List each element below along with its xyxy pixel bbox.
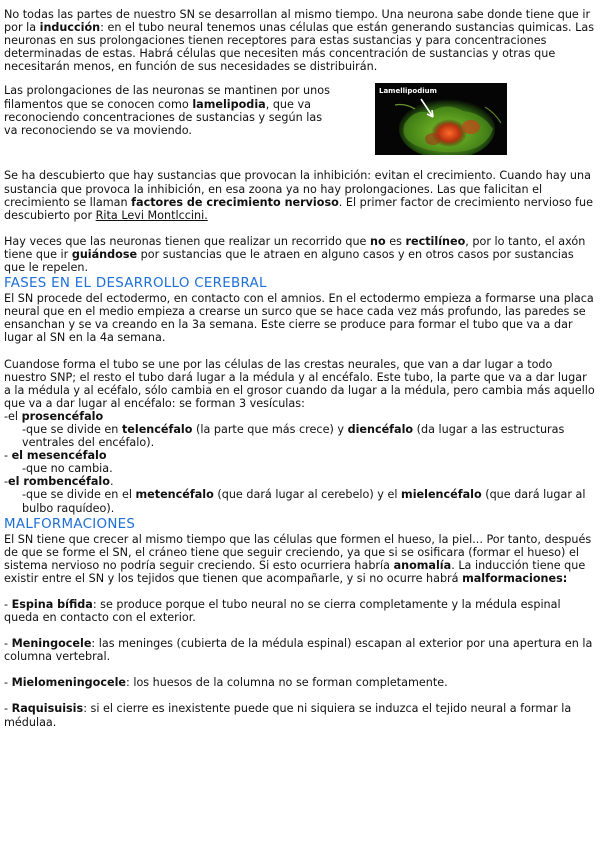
intro-paragraph: No todas las partes de nuestro SN se desarrollan al mismo tiempo. Una neurona sabe donde tiene que ir por la inducción: en el tubo neural tenemos unas células que están generando sustancias quimicas. Las neuronas en sus prolongaciones tienen receptores para estas sustancias y para concentraciones determinadas de estas. Habrá células que necesiten más concentración de sustancias y otras que necesitarán menos, en función de sus necesidades se distribuirán. — [4, 8, 595, 74]
vesicle-rombencefalo: -el rombencéfalo. — [4, 475, 114, 489]
fases-paragraph-1: El SN procede del ectodermo, en contacto con el amnios. En el ectodermo empieza a formarse una placa neural que en el medio empieza a crearse un surco que se hace cada vez más profundo, las paredes se ensanchan y se va creando en la 3a semana. Este cierre se produce para formar el tubo que va a dar lugar al SN en la 4a semana. — [4, 292, 594, 345]
fases-paragraph-2: Cuandose forma el tubo se une por las células de las crestas neurales, que van a dar lugar a todo nuestro SNP; el resto el tubo dará lugar a la médula y al encéfalo. Este tubo, la parte que va a dar lugar a la médula y al ecéfalo, sólo cambia en el grosor cuando da lugar a la médula, pero cambia más aquello que va a dar lugar al encéfalo: se forman 3 vesículas: — [4, 357, 595, 410]
micrograph-label: Lamellipodium — [379, 87, 437, 96]
lamelipodia-block — [4, 84, 596, 156]
vesicle-prosencefalo: -el prosencéfalo — [4, 409, 104, 423]
list-item: - Meningocele: las meninges (cubierta de la médula espinal) escapan al exterior por una apertura en la columna vertebral. — [4, 637, 593, 664]
vesicle-prosencefalo-detail: -que se divide en telencéfalo (la parte que más crece) y diencéfalo (da lugar a las estructuras ventrales del encéfalo). — [22, 422, 565, 450]
vesicle-mesencefalo: - el mesencéfalo — [4, 449, 107, 463]
inhibition-paragraph: Se ha descubierto que hay sustancias que provocan la inhibición: evitan el crecimiento. Cuando hay una sustancia que provoca la inhibición, en esa zoona ya no hay prolongaciones. Las que falicitan el crecimiento se llaman factores de crecimiento nervioso. El primer factor de crecimiento nervioso fue descubierto por Rita Levi Montlccini. — [4, 169, 593, 222]
lamellipodium-micrograph — [375, 83, 507, 155]
vesicle-mesencefalo-detail: -que no cambia. — [22, 462, 113, 476]
section-heading-fases: FASES EN EL DESARROLLO CEREBRAL — [4, 276, 267, 292]
rita-levi-link[interactable]: Rita Levi Montlccini. — [95, 208, 208, 222]
list-item: - Espina bífida: se produce porque el tubo neural no se cierra completamente y la médula espinal queda en contacto con el exterior. — [4, 598, 561, 625]
vesicle-rombencefalo-detail: -que se divide en el metencéfalo (que dará lugar al cerebelo) y el mielencéfalo (que dará lugar al bulbo raquídeo). — [22, 488, 586, 515]
lamelipodia-paragraph: Las prolongaciones de las neuronas se mantinen por unos filamentos que se conocen como lamelipodia, que va reconociendo concentraciones de sustancias y según las va reconociendo se va moviendo. — [4, 84, 330, 137]
list-item: - Mielomeningocele: los huesos de la columna no se forman completamente. — [4, 676, 448, 690]
list-item: - Raquisuisis: si el cierre es inexistente puede que ni siquiera se induzca el tejido neural a formar la médulaa. — [4, 702, 572, 729]
route-paragraph: Hay veces que las neuronas tienen que realizar un recorrido que no es rectilíneo, por lo tanto, el axón tiene que ir guiándose por sustancias que le atraen en alguno casos y en otros casos por sustancias que le repelen. — [4, 234, 586, 275]
section-heading-malformaciones: MALFORMACIONES — [4, 516, 136, 532]
micrograph-graphic — [375, 83, 507, 155]
malformaciones-paragraph: El SN tiene que crecer al mismo tiempo que las células que formen el hueso, la piel... Por tanto, después de que se forme el SN, el cráneo tiene que seguir creciendo, ya que si se osificara (formar el hueso) el sistema nervioso no podría seguir creciendo. Si esto ocurriera habría anomalía. La inducción tiene que existir entre el SN y los tejidos que tienen que acompañarle, y si no ocurre habrá malformaciones: — [4, 532, 592, 585]
